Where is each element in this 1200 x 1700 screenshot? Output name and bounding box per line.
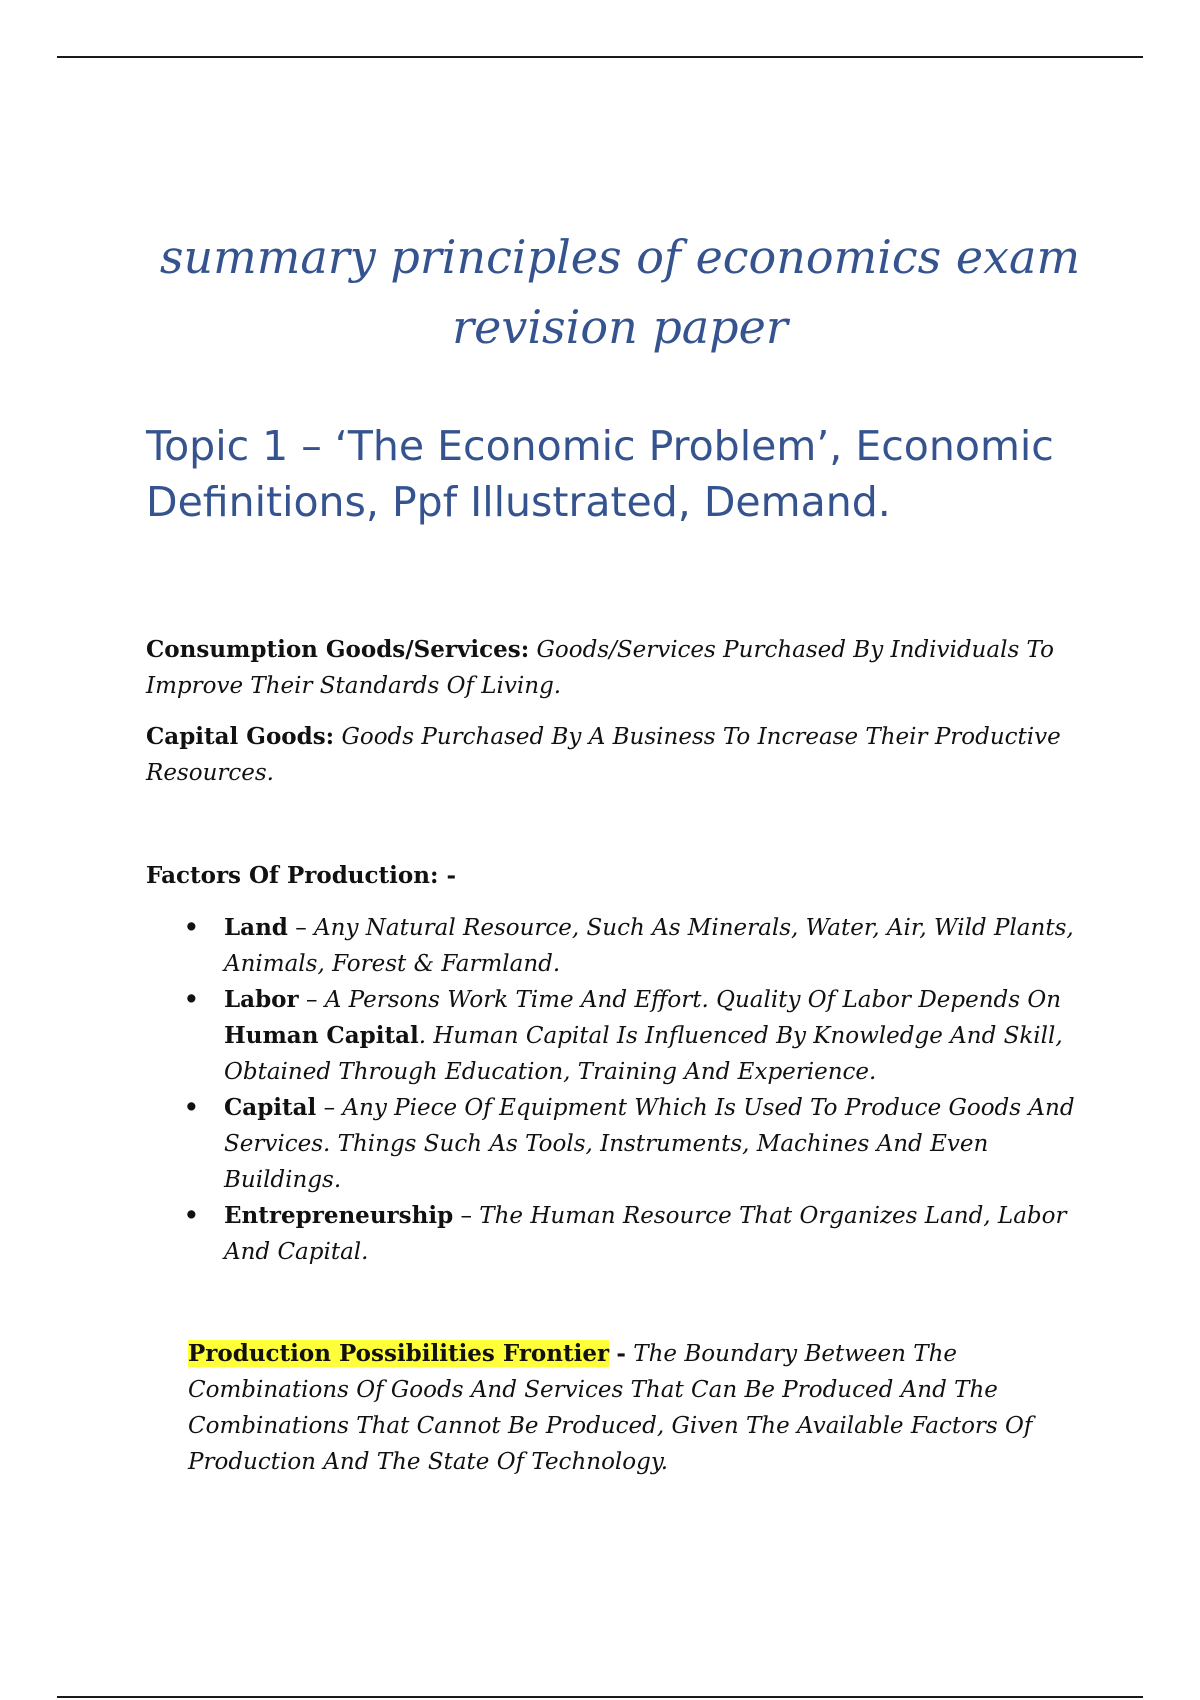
factors-heading: Factors Of Production: - bbox=[146, 862, 456, 889]
bottom-divider bbox=[57, 1696, 1143, 1698]
factor-description-continued: . Human Capital Is Influenced By Knowledge And Skill, Obtained Through Education, Training And Experience. bbox=[224, 1023, 1063, 1085]
bullet-icon: • bbox=[184, 1094, 199, 1121]
factors-list bbox=[146, 910, 1086, 1270]
definition-description: Goods/Services Purchased By Individuals To Improve Their Standards Of Living. bbox=[146, 637, 1054, 699]
definition-capital-goods bbox=[146, 719, 1086, 791]
factor-description: Any Natural Resource, Such As Minerals, Water, Air, Wild Plants, Animals, Forest & Farmland. bbox=[224, 915, 1074, 977]
dash-separator: – bbox=[295, 915, 307, 941]
definition-description: Goods Purchased By A Business To Increase Their Productive Resources. bbox=[146, 724, 1061, 786]
dash-separator: – bbox=[323, 1095, 336, 1121]
bullet-icon: • bbox=[184, 1202, 199, 1229]
ppf-highlighted-term: Production Possibilities Frontier bbox=[188, 1340, 610, 1367]
dash-separator: – bbox=[460, 1203, 472, 1229]
list-item-land bbox=[146, 910, 1086, 982]
bullet-icon: • bbox=[184, 914, 199, 941]
factor-description: Any Piece Of Equipment Which Is Used To Produce Goods And Services. Things Such As Tools, Instruments, Machines And Even Buildings. bbox=[224, 1095, 1075, 1193]
top-divider bbox=[57, 56, 1143, 58]
document-title: summary principles of economics exam revision paper bbox=[159, 230, 1081, 354]
list-item-capital bbox=[146, 1090, 1086, 1198]
factor-term: Land bbox=[224, 914, 288, 941]
factor-term: Entrepreneurship bbox=[224, 1202, 454, 1229]
list-item-entrepreneurship bbox=[146, 1198, 1086, 1270]
definition-term: Capital Goods: bbox=[146, 723, 335, 750]
definition-term: Consumption Goods/Services: bbox=[146, 636, 530, 663]
ppf-description: The Boundary Between The Combinations Of Goods And Services That Can Be Produced And The Combinations That Cannot Be Produced, Given The Available Factors Of Production And The State Of Technology. bbox=[188, 1341, 1033, 1475]
ppf-separator: - bbox=[616, 1340, 626, 1367]
list-item-labor bbox=[146, 982, 1086, 1090]
factor-term: Labor bbox=[224, 986, 299, 1013]
topic-heading: Topic 1 – ‘The Economic Problem’, Economic Definitions, Ppf Illustrated, Demand. bbox=[146, 422, 1054, 526]
factor-emphasis: Human Capital bbox=[224, 1022, 419, 1049]
factor-term: Capital bbox=[224, 1094, 317, 1121]
bullet-icon: • bbox=[184, 986, 199, 1013]
factor-description: The Human Resource That Organizes Land, Labor And Capital. bbox=[224, 1203, 1067, 1265]
factor-description: A Persons Work Time And Effort. Quality Of Labor Depends On bbox=[324, 987, 1062, 1013]
dash-separator: – bbox=[305, 987, 318, 1013]
ppf-definition bbox=[188, 1336, 1068, 1480]
definition-consumption-goods bbox=[146, 632, 1086, 704]
